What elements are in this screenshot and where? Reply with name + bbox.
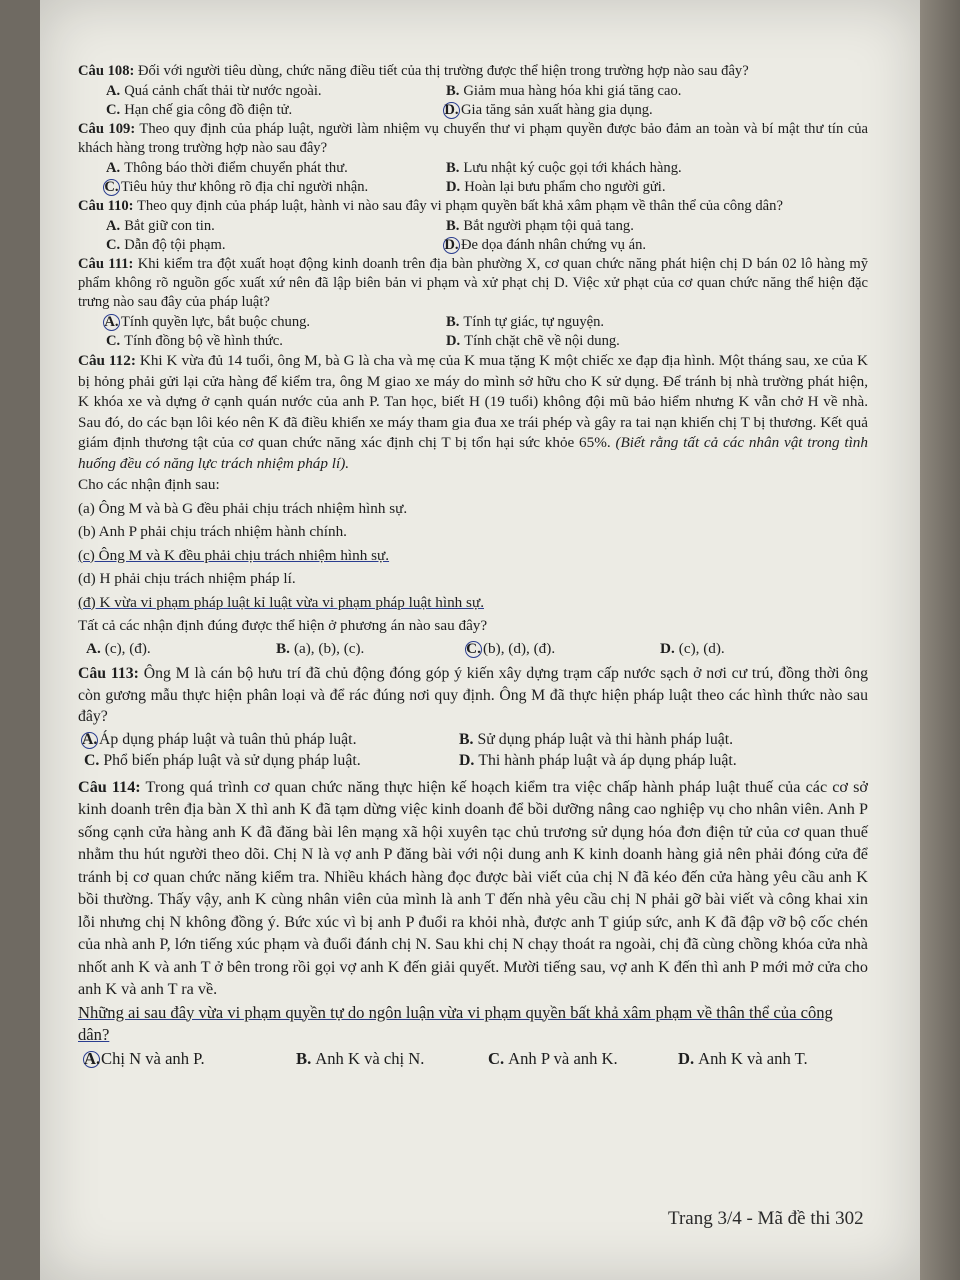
option-b <box>446 313 868 332</box>
option-letter: C. <box>84 752 100 769</box>
option-letter: B. <box>446 83 460 99</box>
option-text: Tính chặt chẽ về nội dung. <box>464 333 620 349</box>
exam-page <box>40 0 920 1280</box>
option-text: Chị N và anh P. <box>101 1048 205 1068</box>
option-text: Thông báo thời điểm chuyển phát thư. <box>124 160 348 176</box>
circled-option-letter: C. <box>466 639 481 657</box>
option-a <box>106 313 446 332</box>
circled-option-letter: D. <box>444 102 459 118</box>
background-edge <box>920 0 960 1280</box>
option-text: Gia tăng sản xuất hàng gia dụng. <box>461 102 653 118</box>
option-c <box>106 178 446 197</box>
options-113 <box>78 729 868 772</box>
option-text: Thi hành pháp luật và áp dụng pháp luật. <box>478 752 737 769</box>
option-letter: C. <box>106 333 121 349</box>
option-a <box>106 159 446 178</box>
option-c <box>84 750 459 772</box>
circled-option-letter: C. <box>104 179 119 195</box>
options-111 <box>78 313 868 351</box>
option-text: Hoàn lại bưu phẩm cho người gửi. <box>464 179 666 195</box>
option-text: Bắt giữ con tin. <box>124 218 215 234</box>
question-stem: Theo quy định của pháp luật, người làm nhiệm vụ chuyển thư vi phạm quyền được bảo đảm an toàn và bí mật thư tín của khách hàng trong trường hợp nào sau đây? <box>78 121 868 156</box>
option-text: (b), (d), (đ). <box>483 639 556 657</box>
option-letter: B. <box>446 218 460 234</box>
option-text: (a), (b), (c). <box>293 639 365 657</box>
question-110 <box>78 197 868 216</box>
question-number: Câu 114: <box>78 777 141 796</box>
option-letter: B. <box>276 639 290 657</box>
question-number: Câu 110: <box>78 198 134 214</box>
option-text: Anh K và chị N. <box>315 1048 425 1068</box>
statement-d: (d) H phải chịu trách nhiệm pháp lí. <box>78 570 296 587</box>
option-b <box>446 217 868 236</box>
question-number: Câu 113: <box>78 665 139 682</box>
options-112 <box>78 639 868 660</box>
option-letter: D. <box>446 333 461 349</box>
option-b <box>296 1048 488 1071</box>
statement-c: (c) Ông M và K đều phải chịu trách nhiệm hình sự. <box>78 546 390 564</box>
question-ask: Những ai sau đây vừa vi phạm quyền tự do ngôn luận vừa vi phạm quyền bất khả xâm phạm về thân thể của công dân? <box>78 1002 833 1044</box>
option-a <box>84 729 459 751</box>
option-text: Dẫn độ tội phạm. <box>124 237 226 253</box>
option-letter: C. <box>488 1048 505 1068</box>
statement-dd: (đ) K vừa vi phạm pháp luật kỉ luật vừa vi phạm pháp luật hình sự. <box>78 593 484 611</box>
option-letter: C. <box>106 102 121 118</box>
question-112-block <box>78 351 868 659</box>
question-stem: Trong quá trình cơ quan chức năng thực hiện kế hoạch kiểm tra việc chấp hành pháp luật thuế của các cơ sở kinh doanh trên địa bàn X thì anh K đã tạm dừng việc kinh doanh để bồi dưỡng nâng cao nghiệp vụ cho nhân viên. Anh P sống cạnh cửa hàng anh K đã đăng bài lên mạng xã hội xuyên tạc chủ trương sử dụng hóa đơn điện tử của cơ quan thuế nhằm thu hút người theo dõi. Chị N là vợ anh P đăng bài với nội dung anh K kinh doanh hàng giả nên phải đóng cửa để tránh bị cơ quan chức năng kiểm tra. Nhiều khách hàng đọc được bài viết của chị N đã kéo đến cửa hàng yêu cầu anh K bồi thường. Thấy vậy, anh K cùng nhân viên của mình là anh T đến nhà yêu cầu chị N phải gỡ bài viết và công khai xin lỗi nhưng chị N không đồng ý. Bức xúc vì bị anh P đuổi ra khỏi nhà, được anh T giúp sức, anh K đã đập vỡ bộ cốc chén của nhà anh P, lớn tiếng xúc phạm và đuổi đánh chị N. Sau khi chị N chạy thoát ra ngoài, chị đã cùng chồng khóa cửa nhà nhốt anh K và anh T ở bên trong rồi gọi vợ anh K đến giải quyết. Mười tiếng sau, vợ anh K đến thì anh P mới mở cửa cho anh K và anh T ra về. <box>78 777 868 998</box>
option-text: Sử dụng pháp luật và thi hành pháp luật. <box>477 730 734 748</box>
option-letter: B. <box>446 160 460 176</box>
option-d <box>678 1048 808 1071</box>
circled-option-letter: A. <box>84 1048 101 1068</box>
question-108 <box>78 62 868 81</box>
question-stem: Theo quy định của pháp luật, hành vi nào sau đây vi phạm quyền bất khả xâm phạm về thân thể của công dân? <box>136 198 783 214</box>
option-a <box>86 639 276 660</box>
option-text: Lưu nhật ký cuộc gọi tới khách hàng. <box>463 160 682 176</box>
option-text: Phổ biến pháp luật và sử dụng pháp luật. <box>103 752 361 769</box>
option-letter: D. <box>446 179 461 195</box>
options-110 <box>78 217 868 255</box>
option-letter: A. <box>106 83 121 99</box>
option-text: Anh P và anh K. <box>508 1048 618 1068</box>
option-d <box>459 750 868 772</box>
option-letter: B. <box>296 1048 312 1068</box>
option-text: Bắt người phạm tội quả tang. <box>463 218 634 234</box>
option-text: Quá cảnh chất thải từ nước ngoài. <box>124 83 322 99</box>
option-text: Tiêu hủy thư không rõ địa chỉ người nhận. <box>121 179 369 195</box>
option-c <box>468 639 660 660</box>
option-c <box>106 101 446 120</box>
option-letter: C. <box>106 237 121 253</box>
option-letter: B. <box>446 314 460 330</box>
option-d <box>446 236 868 255</box>
question-114-block <box>78 776 868 1071</box>
question-112 <box>78 351 868 474</box>
option-letter: D. <box>660 639 675 657</box>
option-text: Áp dụng pháp luật và tuân thủ pháp luật. <box>99 730 357 748</box>
option-a <box>106 217 446 236</box>
statement-a: (a) Ông M và bà G đều phải chịu trách nhiệm hình sự. <box>78 499 408 517</box>
option-letter: A. <box>106 218 121 234</box>
question-number: Câu 108: <box>78 63 135 79</box>
question-note: (Biết rằng tất cả các nhân vật trong tình huống đều có năng lực trách nhiệm pháp lí). <box>78 434 868 472</box>
option-b <box>446 82 868 101</box>
option-b <box>276 639 468 660</box>
option-c <box>106 332 446 351</box>
options-108 <box>78 82 868 120</box>
question-number: Câu 112: <box>78 352 136 369</box>
question-113-block <box>78 663 868 772</box>
option-d <box>660 639 725 660</box>
option-text: (c), (đ). <box>104 639 151 657</box>
circled-option-letter: A. <box>82 730 98 748</box>
options-114 <box>78 1048 868 1071</box>
question-113 <box>78 663 868 728</box>
option-letter: D. <box>459 752 475 769</box>
option-text: (c), (d). <box>678 639 725 657</box>
question-ask: Tất cả các nhận định đúng được thể hiện ở phương án nào sau đây? <box>78 617 488 634</box>
option-text: Đe dọa đánh nhân chứng vụ án. <box>461 237 647 253</box>
option-a <box>86 1048 296 1071</box>
circled-option-letter: A. <box>104 314 119 330</box>
question-number: Câu 109: <box>78 121 136 137</box>
statements-intro: Cho các nhận định sau: <box>78 476 220 493</box>
question-109 <box>78 120 868 158</box>
option-text: Tính đồng bộ về hình thức. <box>124 333 283 349</box>
question-number: Câu 111: <box>78 256 134 272</box>
question-stem: Khi K vừa đủ 14 tuổi, ông M, bà G là cha và mẹ của K mua tặng K một chiếc xe đạp địa hình. Một tháng sau, xe của K bị hỏng phải gửi lại cửa hàng để kiểm tra, ông M giao xe máy do mình sở hữu cho K sử dụng. Để tránh bị nhà trường phát hiện, K khóa xe và dựng ở cạnh quán nước của anh P. Tan học, biết H (19 tuổi) không đội mũ bảo hiểm nhưng K vẫn chở H về nhà. Sau đó, do các bạn lôi kéo nên K đã điều khiển xe máy tham gia đua xe trái phép và gây ra tai nạn khiến chị T bị thương. Kết quả giám định thương tật của cơ quan chức năng xác định chị T bị tổn hại sức khỏe 65%. <box>78 352 868 451</box>
exam-content <box>78 62 868 1070</box>
option-d <box>446 332 868 351</box>
option-b <box>446 159 868 178</box>
question-stem: Khi kiểm tra đột xuất hoạt động kinh doanh trên địa bàn phường X, cơ quan chức năng phát hiện chị D bán 02 lô hàng mỹ phẩm không rõ nguồn gốc xuất xứ nên đã lập biên bản vi phạm và xử phạt chị D. Việc xử phạt của cơ quan chức năng thể hiện đặc trưng nào sau đây của pháp luật? <box>78 256 869 310</box>
option-text: Hạn chế gia công đồ điện tử. <box>124 102 293 118</box>
option-c <box>488 1048 678 1071</box>
question-114 <box>78 776 868 1001</box>
option-text: Tính tự giác, tự nguyện. <box>463 314 605 330</box>
option-c <box>106 236 446 255</box>
option-b <box>459 729 868 751</box>
option-d <box>446 101 868 120</box>
option-text: Tính quyền lực, bắt buộc chung. <box>121 314 311 330</box>
page-footer: Trang 3/4 - Mã đề thi 302 <box>668 1208 864 1229</box>
statement-b: (b) Anh P phải chịu trách nhiệm hành chính. <box>78 523 347 540</box>
option-d <box>446 178 868 197</box>
circled-option-letter: D. <box>444 237 459 253</box>
option-text: Giảm mua hàng hóa khi giá tăng cao. <box>463 83 682 99</box>
option-a <box>106 82 446 101</box>
question-stem: Ông M là cán bộ hưu trí đã chủ động đóng góp ý kiến xây dựng trạm cấp nước sạch ở nơi cư trú, đồng thời ông còn gương mẫu thực hiện phân loại và để rác đúng nơi quy định. Ông M đã thực hiện pháp luật theo các hình thức nào sau đây? <box>78 665 868 725</box>
option-letter: A. <box>86 639 101 657</box>
option-text: Anh K và anh T. <box>698 1048 808 1068</box>
option-letter: D. <box>678 1048 695 1068</box>
option-letter: A. <box>106 160 121 176</box>
question-stem: Đối với người tiêu dùng, chức năng điều tiết của thị trường được thể hiện trong trường hợp nào sau đây? <box>138 63 749 79</box>
option-letter: B. <box>459 730 474 748</box>
options-109 <box>78 159 868 197</box>
question-111 <box>78 255 868 312</box>
